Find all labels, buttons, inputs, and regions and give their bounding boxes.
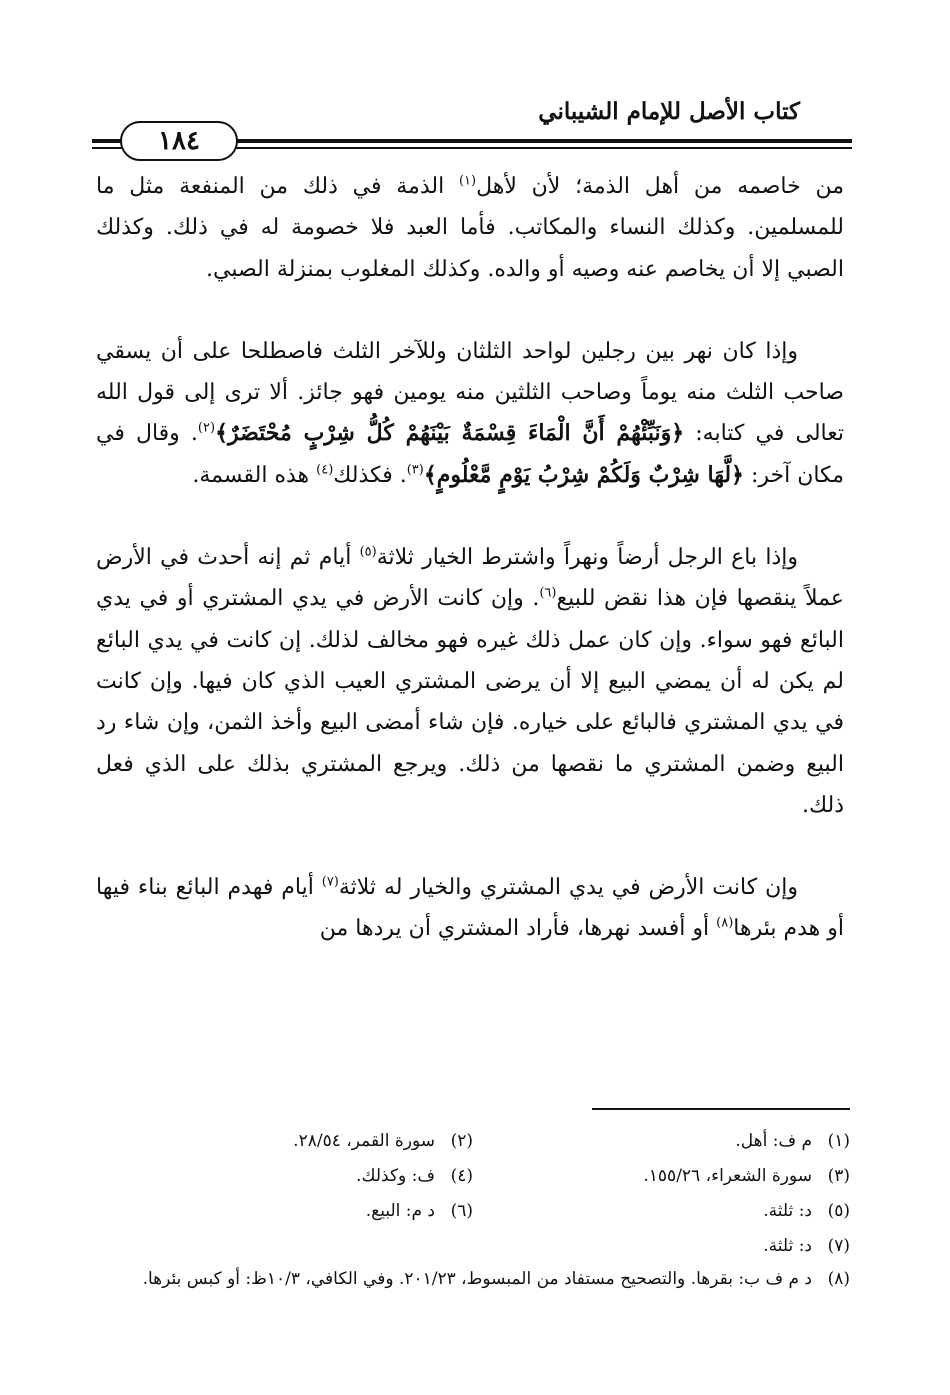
footnote-3: (٣)سورة الشعراء، ١٥٥/٢٦. [643,1166,850,1186]
footnote-2: (٢)سورة القمر، ٢٨/٥٤. [293,1131,473,1151]
footnote-ref-5: (٥) [359,544,377,560]
paragraph-3: وإذا باع الرجل أرضاً ونهراً واشترط الخيار ثلاثة$^{(٥)}$ أيام ثم إنه أحدث في الأرض عملاً ينقصها فإن هذا نقض للبيع$^{(٦)}$. وإن كانت الأرض في يدي المشتري أو في يدي البائع فهو سواء. وإن كان عمل ذلك غيره فهو مخالف لذلك. إن كانت في يدي البائع لم يكن له أن يمضي البيع إلا أن يرضى المشتري العيب الذي كان فيها. وإن كانت في يدي المشتري فالبائع على خياره. فإن شاء أمضى البيع وأخذ الثمن، وإن شاء رد البيع وضمن المشتري ما نقصها من ذلك. ويرجع المشتري بذلك على الذي فعل ذلك. [96,544,844,818]
body-text [96,166,844,950]
footnote-7: (٧)د: ثلثة. [763,1236,850,1256]
footnote-ref-1: (١) [458,173,477,189]
footnote-1: (١)م ف: أهل. [735,1131,850,1151]
paragraph-2: وإذا كان نهر بين رجلين لواحد الثلثان وللآخر الثلث فاصطلحا على أن يسقي صاحب الثلث منه يوماً وصاحب الثلثين منه يومين فهو جائز. ألا ترى إلى قول الله تعالى في كتابه: ﴿وَنَبِّئْهُمْ أَنَّ الْمَاءَ قِسْمَةٌ بَيْنَهُمْ كُلُّ شِرْبٍ مُحْتَضَرٌ﴾$^{(٢)}$. وقال في مكان آخر: ﴿لَّهَا شِرْبٌ وَلَكُمْ شِرْبُ يَوْمٍ مَّعْلُومٍ﴾$^{(٣)}$. فكذلك$^{(٤)}$ هذه القسمة. [96,338,844,488]
footnote-ref-2: (٢) [197,421,216,437]
footnote-ref-8: (٨) [716,916,734,932]
footnote-ref-6: (٦) [539,586,557,602]
page-number: ١٨٤ [120,121,238,161]
paragraph-1: من خاصمه من أهل الذمة؛ لأن لأهل$^{(١)}$ الذمة في ذلك من المنفعة مثل ما للمسلمين. وكذلك النساء والمكاتب. فأما العبد فلا خصومة له في ذلك. وكذلك الصبي إلا أن يخاصم عنه وصيه أو والده. وكذلك المغلوب بمنزلة الصبي. [96,173,844,282]
footnote-8: (٨) د م ف ب: بقرها. والتصحيح مستفاد من المبسوط، ٢٠١/٢٣. وفي الكافي، ١٠/٣ظ: أو كبس بئرها. [142,1269,850,1289]
quran-verse-1: ﴿وَنَبِّئْهُمْ أَنَّ الْمَاءَ قِسْمَةٌ بَيْنَهُمْ كُلُّ شِرْبٍ مُحْتَضَرٌ﴾ [215,420,685,447]
running-title: كتاب الأصل للإمام الشيباني [538,98,800,125]
footnotes [96,1124,850,1294]
footnote-5: (٥)د: ثلثة. [763,1201,850,1221]
footnote-4: (٤)ف: وكذلك. [356,1166,473,1186]
footnote-6: (٦)د م: البيع. [365,1201,473,1221]
footnote-ref-3: (٣) [406,462,424,478]
footnote-ref-7: (٧) [321,874,339,890]
footnote-separator [592,1108,850,1110]
paragraph-4: وإن كانت الأرض في يدي المشتري والخيار له ثلاثة$^{(٧)}$ أيام فهدم البائع بناء فيها أو هدم بئرها$^{(٨)}$ أو أفسد نهرها، فأراد المشتري أن يردها من [96,874,844,942]
footnote-ref-4: (٤) [316,462,334,478]
quran-verse-2: ﴿لَّهَا شِرْبٌ وَلَكُمْ شِرْبُ يَوْمٍ مَّعْلُومٍ﴾ [423,461,744,488]
